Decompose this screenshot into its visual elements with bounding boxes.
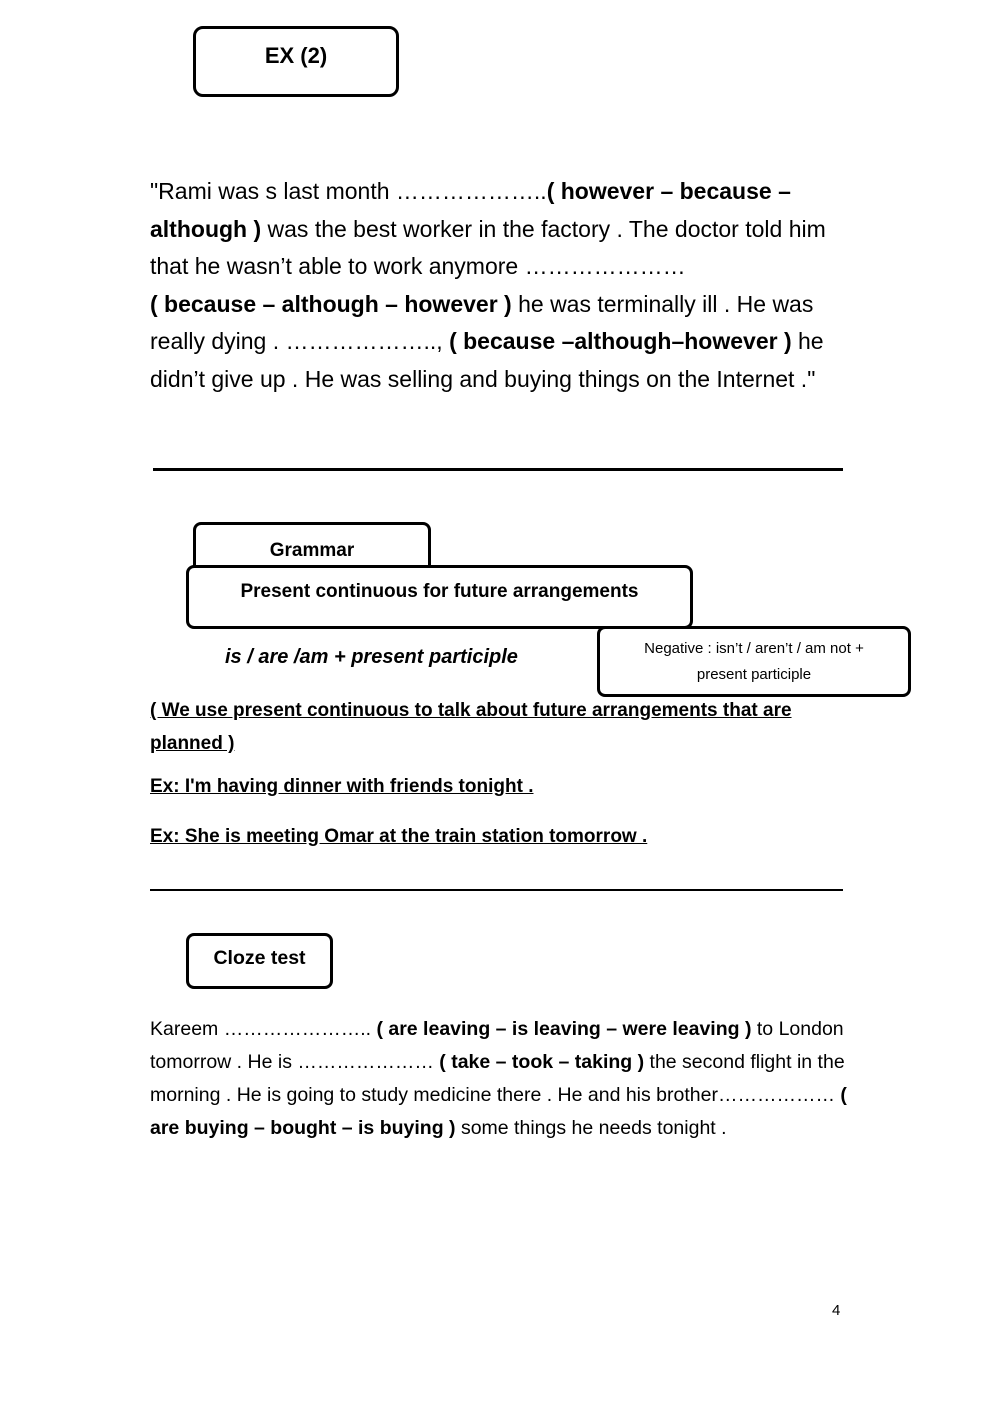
cloze-choice-3: ( are buying – bought – is buying ) bbox=[150, 1084, 847, 1139]
cloze-text-3: the second flight in the morning . He is going to study medicine there . He and his brother……………… bbox=[150, 1051, 845, 1106]
ex-text-3: he was terminally ill . He was really dying . ……………….., bbox=[150, 290, 814, 354]
ex-text-1: "Rami was s last month ……………….. bbox=[150, 178, 547, 204]
negative-box bbox=[597, 626, 911, 697]
section-divider-2 bbox=[150, 889, 843, 891]
cloze-text-1: Kareem ………………….. bbox=[150, 1018, 377, 1040]
ex-choice-3: ( because –although–however ) bbox=[442, 328, 792, 354]
ex-title: EX (2) bbox=[264, 42, 328, 68]
cloze-paragraph bbox=[150, 1013, 850, 1145]
negative-line-1: Negative : isn’t / aren’t / am not + bbox=[644, 639, 864, 657]
cloze-choice-1: ( are leaving – is leaving – were leaving ) bbox=[376, 1018, 752, 1040]
grammar-example-1: Ex: I'm having dinner with friends tonight . bbox=[150, 776, 534, 797]
ex-text-4: he didn’t give up . He was selling and buying things on the Internet ." bbox=[150, 328, 824, 392]
cloze-title: Cloze test bbox=[213, 946, 306, 969]
grammar-tab-label: Grammar bbox=[269, 539, 355, 561]
cloze-choice-2: ( take – took – taking ) bbox=[439, 1051, 645, 1073]
cloze-text-4: some things he needs tonight . bbox=[455, 1117, 727, 1139]
grammar-tab bbox=[193, 522, 431, 570]
cloze-title-box bbox=[186, 933, 333, 989]
ex-title-box bbox=[193, 26, 399, 97]
grammar-topic-box bbox=[186, 565, 693, 629]
ex-text-2: was the best worker in the factory . The doctor told him that he wasn’t able to work anymore ………………… bbox=[150, 215, 826, 279]
grammar-example-2: Ex: She is meeting Omar at the train station tomorrow . bbox=[150, 826, 648, 847]
section-divider-1 bbox=[153, 468, 843, 471]
negative-line-2: present participle bbox=[696, 665, 812, 683]
page-number: 4 bbox=[832, 1302, 841, 1319]
cloze-text-2: to London tomorrow . He is ………………… bbox=[150, 1018, 844, 1073]
ex-choice-2: ( because – although – however ) bbox=[150, 290, 512, 317]
grammar-usage: ( We use present continuous to talk about future arrangements that are planned ) bbox=[150, 700, 792, 754]
ex-paragraph bbox=[150, 173, 850, 398]
grammar-topic: Present continuous for future arrangements bbox=[240, 581, 639, 602]
grammar-formula: is / are /am + present participle bbox=[225, 646, 518, 668]
ex-choice-1: ( however – because – although ) bbox=[150, 178, 791, 242]
